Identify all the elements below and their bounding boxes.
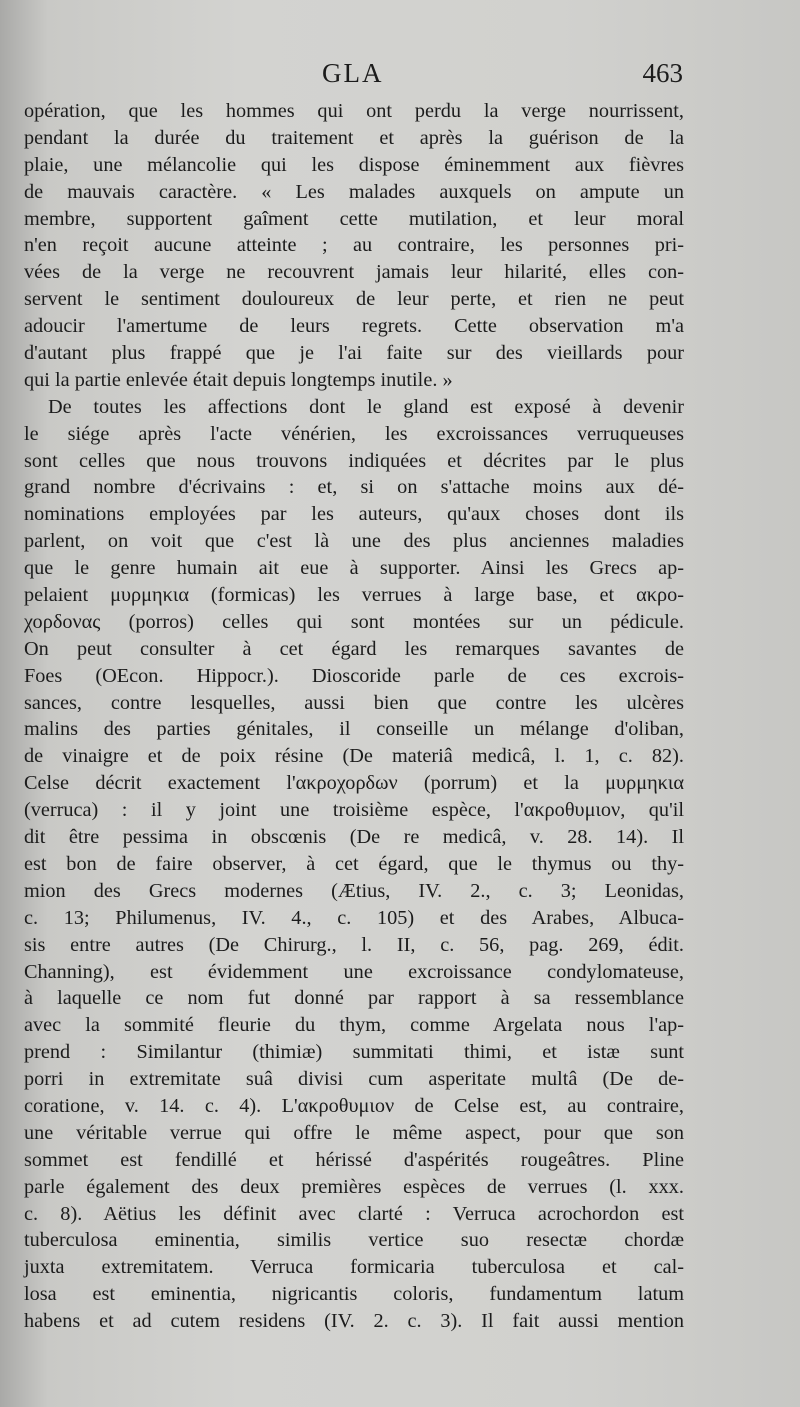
text-line: mion des Grecs modernes (Ætius, IV. 2., c. 3; Leonidas,: [24, 879, 684, 902]
text-line: (verruca) : il y joint une troisième espèce, l'ακροθυμιον, qu'il: [24, 799, 684, 822]
text-line: parle également des deux premières espèces de verrues (l. xxx.: [24, 1175, 684, 1198]
text-line: avec la sommité fleurie du thym, comme Argelata nous l'ap-: [24, 1014, 684, 1037]
text-line: de vinaigre et de poix résine (De materiâ medicâ, l. 1, c. 82).: [24, 745, 684, 768]
text-line: pendant la durée du traitement et après la guérison de la: [24, 126, 684, 149]
text-line: Foes (OEcon. Hippocr.). Dioscoride parle de ces excrois-: [24, 664, 684, 687]
text-line: coratione, v. 14. c. 4). L'ακροθυμιον de Celse est, au contraire,: [24, 1094, 684, 1117]
text-line: χορδονας (porros) celles qui sont montées sur un pédicule.: [24, 610, 684, 633]
text-line: grand nombre d'écrivains : et, si on s'attache moins aux dé-: [24, 476, 684, 499]
text-line: sis entre autres (De Chirurg., l. II, c. 56, pag. 269, édit.: [24, 933, 684, 956]
text-line: sommet est fendillé et hérissé d'aspérités rougeâtres. Pline: [24, 1148, 684, 1171]
text-line: c. 8). Aëtius les définit avec clarté : Verruca acrochordon est: [24, 1202, 684, 1225]
text-line: plaie, une mélancolie qui les dispose éminemment aux fièvres: [24, 153, 684, 176]
text-line: est bon de faire observer, à cet égard, que le thymus ou thy-: [24, 852, 684, 875]
text-line: de mauvais caractère. « Les malades auxquels on ampute un: [24, 180, 684, 203]
text-line: que le genre humain ait eue à supporter. Ainsi les Grecs ap-: [24, 557, 684, 580]
text-line: dit être pessima in obscœnis (De re medicâ, v. 28. 14). Il: [24, 826, 684, 849]
text-line: n'en reçoit aucune atteinte ; au contraire, les personnes pri-: [24, 234, 684, 257]
text-line: vées de la verge ne recouvrent jamais leur hilarité, elles con-: [24, 261, 684, 284]
text-line: tuberculosa eminentia, similis vertice suo resectæ chordæ: [24, 1229, 684, 1252]
page-header: [0, 58, 800, 98]
text-line: juxta extremitatem. Verruca formicaria tuberculosa et cal-: [24, 1256, 684, 1279]
text-line: à laquelle ce nom fut donné par rapport à sa ressemblance: [24, 987, 684, 1010]
text-line: De toutes les affections dont le gland est exposé à devenir: [48, 395, 684, 418]
text-line: c. 13; Philumenus, IV. 4., c. 105) et des Arabes, Albuca-: [24, 906, 684, 929]
text-line: le siége après l'acte vénérien, les excroissances verruqueuses: [24, 422, 684, 445]
text-line: pelaient μυρμηκια (formicas) les verrues à large base, et ακρο-: [24, 584, 684, 607]
text-line: nominations employées par les auteurs, qu'aux choses dont ils: [24, 503, 684, 526]
body-text: [24, 98, 684, 1335]
text-line: membre, supportent gaîment cette mutilation, et leur moral: [24, 207, 684, 230]
text-line: On peut consulter à cet égard les remarques savantes de: [24, 637, 684, 660]
text-line: Channing), est évidemment une excroissance condylomateuse,: [24, 960, 684, 983]
text-line: une véritable verrue qui offre le même aspect, pour que son: [24, 1121, 684, 1144]
text-line: sances, contre lesquelles, aussi bien que contre les ulcères: [24, 691, 684, 714]
running-head: GLA: [322, 58, 384, 88]
page-number: 463: [642, 58, 683, 88]
text-line: qui la partie enlevée était depuis longtemps inutile. »: [24, 368, 453, 391]
text-line: d'autant plus frappé que je l'ai faite sur des vieillards pour: [24, 342, 684, 365]
text-line: prend : Similantur (thimiæ) summitati thimi, et istæ sunt: [24, 1041, 684, 1064]
text-line: servent le sentiment douloureux de leur perte, et rien ne peut: [24, 288, 684, 311]
text-line: parlent, on voit que c'est là une des plus anciennes maladies: [24, 530, 684, 553]
text-line: habens et ad cutem residens (IV. 2. c. 3). Il fait aussi mention: [24, 1310, 684, 1333]
text-line: porri in extremitate suâ divisi cum asperitate multâ (De de-: [24, 1068, 684, 1091]
text-line: malins des parties génitales, il conseille un mélange d'oliban,: [24, 718, 684, 741]
text-line: Celse décrit exactement l'ακροχορδων (porrum) et la μυρμηκια: [24, 772, 684, 795]
text-line: losa est eminentia, nigricantis coloris, fundamentum latum: [24, 1283, 684, 1306]
text-line: adoucir l'amertume de leurs regrets. Cette observation m'a: [24, 315, 684, 338]
text-line: opération, que les hommes qui ont perdu la verge nourrissent,: [24, 100, 684, 122]
text-line: sont celles que nous trouvons indiquées et décrites par le plus: [24, 449, 684, 472]
